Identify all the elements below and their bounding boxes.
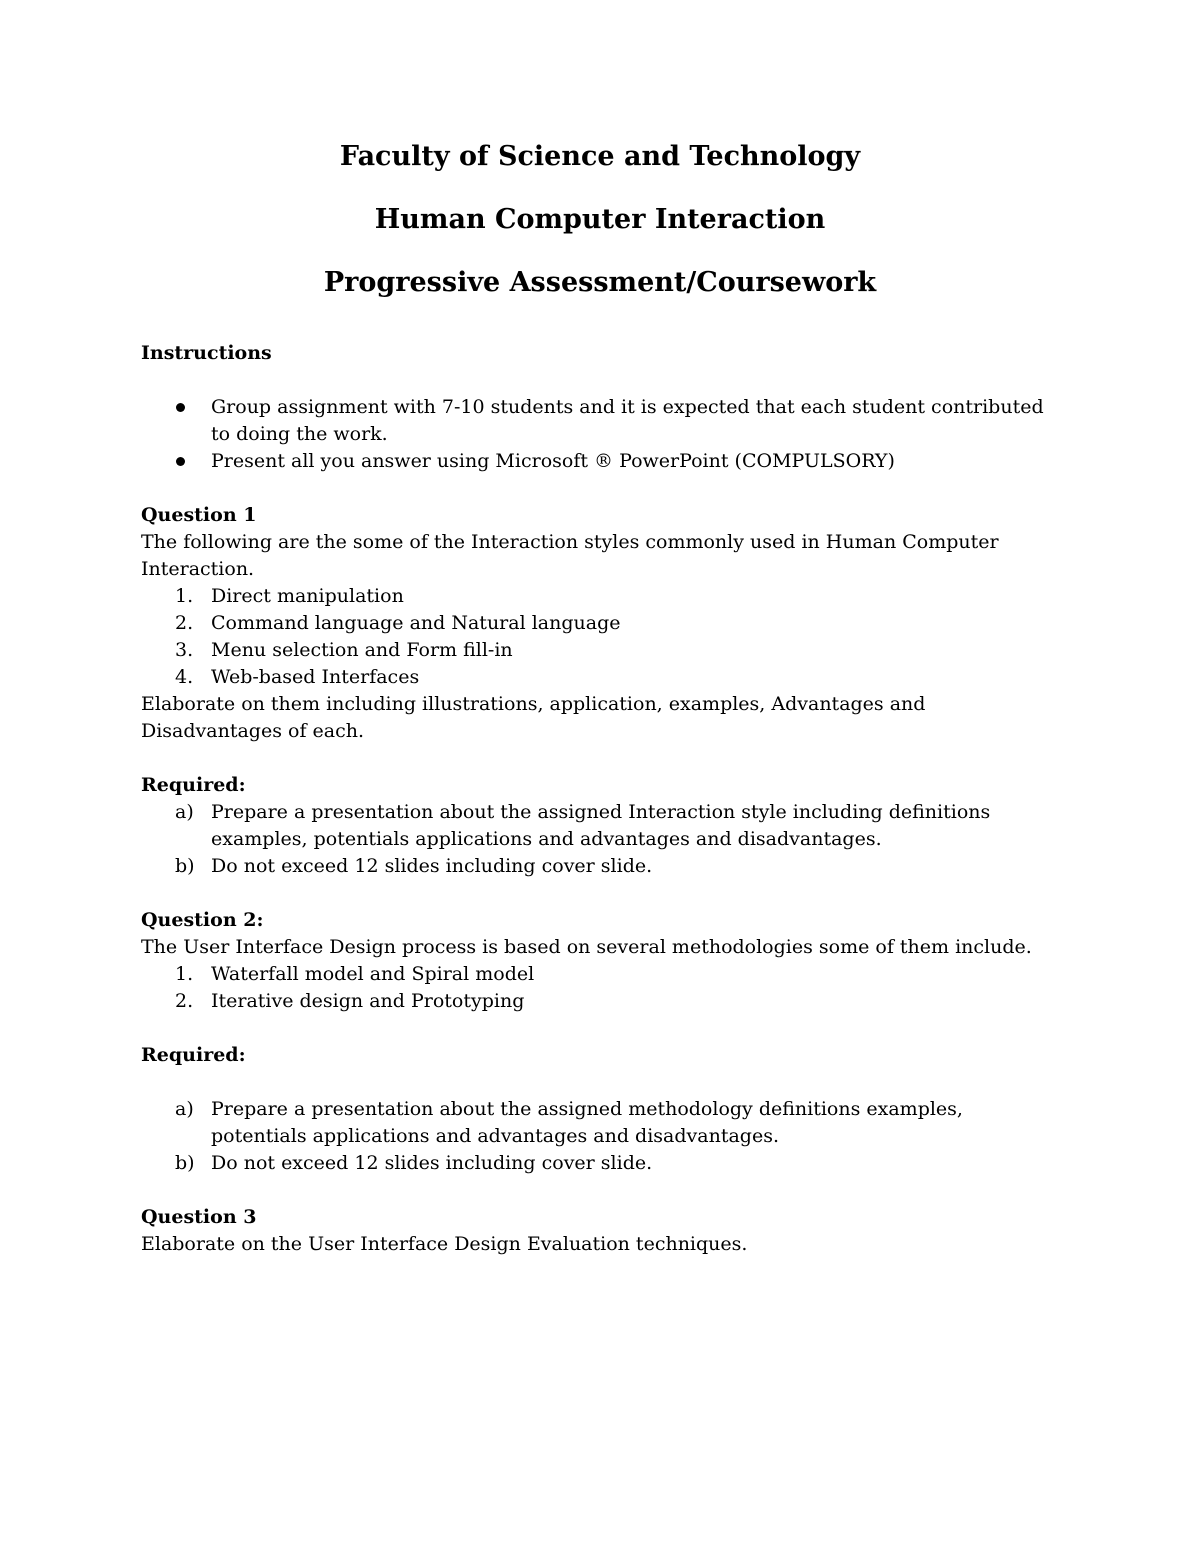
list-item <box>141 799 1061 853</box>
list-item <box>141 610 1061 637</box>
question2-required-heading: Required: <box>141 1044 246 1066</box>
list-item <box>141 988 1061 1015</box>
list-marker: 1. <box>175 585 194 607</box>
instruction-item <box>141 448 1061 475</box>
faculty-title: Faculty of Science and Technology <box>339 141 861 172</box>
assessment-title: Progressive Assessment/Coursework <box>323 267 877 298</box>
question2-list <box>141 961 1061 1015</box>
instruction-item <box>141 394 1061 448</box>
question1-outro: Elaborate on them including illustrations, application, examples, Advantages and Disadvantages of each. <box>141 693 926 742</box>
question2-required-list <box>141 1096 1061 1177</box>
list-item-text: Waterfall model and Spiral model <box>211 963 535 985</box>
list-item-text: Direct manipulation <box>211 585 404 607</box>
list-item <box>141 637 1061 664</box>
question2-heading: Question 2: <box>141 909 264 931</box>
list-item-text: Do not exceed 12 slides including cover slide. <box>211 855 653 877</box>
instruction-text: Group assignment with 7-10 students and it is expected that each student contributed to doing the work. <box>211 396 1044 445</box>
question3-text: Elaborate on the User Interface Design Evaluation techniques. <box>141 1233 748 1255</box>
question2-intro: The User Interface Design process is based on several methodologies some of them include. <box>141 936 1032 958</box>
list-marker: 1. <box>175 963 194 985</box>
list-item-text: Web-based Interfaces <box>211 666 420 688</box>
list-item <box>141 1150 1061 1177</box>
bullet-icon <box>176 403 185 412</box>
question1-list <box>141 583 1061 691</box>
list-item <box>141 664 1061 691</box>
list-item <box>141 961 1061 988</box>
list-item-text: Command language and Natural language <box>211 612 621 634</box>
list-item-text: Iterative design and Prototyping <box>211 990 525 1012</box>
list-item-text: Do not exceed 12 slides including cover slide. <box>211 1152 653 1174</box>
list-marker: 3. <box>175 639 194 661</box>
list-marker: a) <box>175 801 194 823</box>
list-item <box>141 853 1061 880</box>
list-item-text: Prepare a presentation about the assigned Interaction style including definitions examples, potentials applications and advantages and disadvantages. <box>211 801 991 850</box>
instructions-list <box>141 394 1061 475</box>
list-marker: b) <box>175 1152 195 1174</box>
list-marker: 2. <box>175 612 194 634</box>
list-marker: 2. <box>175 990 194 1012</box>
list-item <box>141 1096 1061 1150</box>
course-title: Human Computer Interaction <box>374 204 826 235</box>
list-item-text: Prepare a presentation about the assigned methodology definitions examples, potentials applications and advantages and disadvantages. <box>211 1098 963 1147</box>
question1-intro: The following are the some of the Interaction styles commonly used in Human Computer Interaction. <box>141 531 999 580</box>
question3-heading: Question 3 <box>141 1206 257 1228</box>
question1-heading: Question 1 <box>141 504 257 526</box>
list-item-text: Menu selection and Form fill-in <box>211 639 513 661</box>
instructions-heading: Instructions <box>141 342 272 364</box>
list-marker: a) <box>175 1098 194 1120</box>
instruction-text: Present all you answer using Microsoft ® PowerPoint (COMPULSORY) <box>211 450 895 472</box>
bullet-icon <box>176 457 185 466</box>
document-body <box>141 340 1061 1258</box>
list-item <box>141 583 1061 610</box>
question1-required-heading: Required: <box>141 774 246 796</box>
question1-required-list <box>141 799 1061 880</box>
list-marker: 4. <box>175 666 194 688</box>
list-marker: b) <box>175 855 195 877</box>
